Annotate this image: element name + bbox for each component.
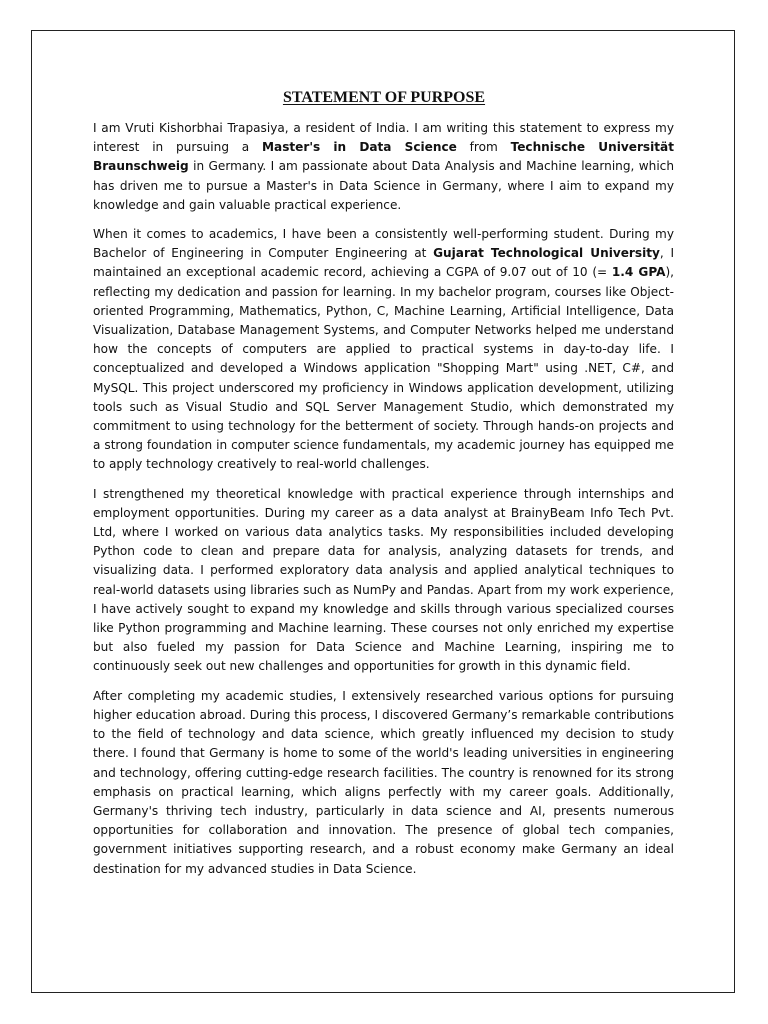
document-body bbox=[93, 119, 674, 889]
document-title bbox=[0, 88, 768, 108]
p1-bold-degree: Master's in Data Science bbox=[262, 140, 457, 155]
paragraph-academics bbox=[93, 225, 674, 475]
p1-text-3: in Germany. I am passionate about Data Analysis and Machine learning, which has driven me to pursue a Master's in Data Science in Germany, where I aim to expand my knowledge and gain valuable practical experience. bbox=[93, 159, 674, 212]
p1-bold-university: Technische Universität Braunschweig bbox=[93, 140, 674, 174]
p2-bold-gpa: 1.4 GPA bbox=[611, 265, 666, 280]
title-text: STATEMENT OF PURPOSE bbox=[282, 89, 486, 106]
p1-text-1: I am Vruti Kishorbhai Trapasiya, a resident of India. I am writing this statement to express my interest in pursuing a bbox=[93, 121, 674, 155]
p2-text-2: , I maintained an exceptional academic record, achieving a CGPA of 9.07 out of 10 (= bbox=[93, 246, 675, 280]
p2-text-1: When it comes to academics, I have been a consistently well-performing student. During my Bachelor of Engineering in Computer Engineering at bbox=[93, 227, 674, 261]
paragraph-germany: After completing my academic studies, I extensively researched various options for pursuing higher education abroad. During this process, I discovered Germany’s remarkable contributions to the field of technology and data science, which greatly influenced my decision to study there. I found that Germany is home to some of the world's leading universities in engineering and technology, offering cutting-edge research facilities. The country is renowned for its strong emphasis on practical learning, which aligns perfectly with my career goals. Additionally, Germany's thriving tech industry, particularly in data science and AI, presents numerous opportunities for collaboration and innovation. The presence of global tech companies, government initiatives supporting research, and a robust economy make Germany an ideal destination for my advanced studies in Data Science. bbox=[93, 688, 674, 876]
p2-bold-university: Gujarat Technological University bbox=[433, 246, 660, 261]
p2-text-3: ), reflecting my dedication and passion for learning. In my bachelor program, courses like Object-oriented Programming, Mathematics, Python, C, Machine Learning, Artificial Intelligence, Data Visualization, Database Management Systems, and Computer Networks helped me understand how the concepts of computers are applied to practical systems in day-to-day life. I conceptualized and developed a Windows application "Shopping Mart" using .NET, C#, and MySQL. This project underscored my proficiency in Windows application development, utilizing tools such as Visual Studio and SQL Server Management Studio, which demonstrated my commitment to using technology for the betterment of society. Through hands-on projects and a strong foundation in computer science fundamentals, my academic journey has equipped me to apply technology creatively to real-world challenges. bbox=[93, 265, 674, 472]
p1-text-2: from bbox=[456, 140, 511, 155]
paragraph-experience: I strengthened my theoretical knowledge with practical experience through internships and employment opportunities. During my career as a data analyst at BrainyBeam Info Tech Pvt. Ltd, where I worked on various data analytics tasks. My responsibilities included developing Python code to clean and prepare data for analysis, analyzing datasets for trends, and visualizing data. I performed exploratory data analysis and applied analytical techniques to real-world datasets using libraries such as NumPy and Pandas. Apart from my work experience, I have actively sought to expand my knowledge and skills through various specialized courses like Python programming and Machine learning. These courses not only enriched my expertise but also fueled my passion for Data Science and Machine Learning, inspiring me to continuously seek out new challenges and opportunities for growth in this dynamic field. bbox=[93, 486, 674, 674]
paragraph-intro bbox=[93, 119, 674, 215]
